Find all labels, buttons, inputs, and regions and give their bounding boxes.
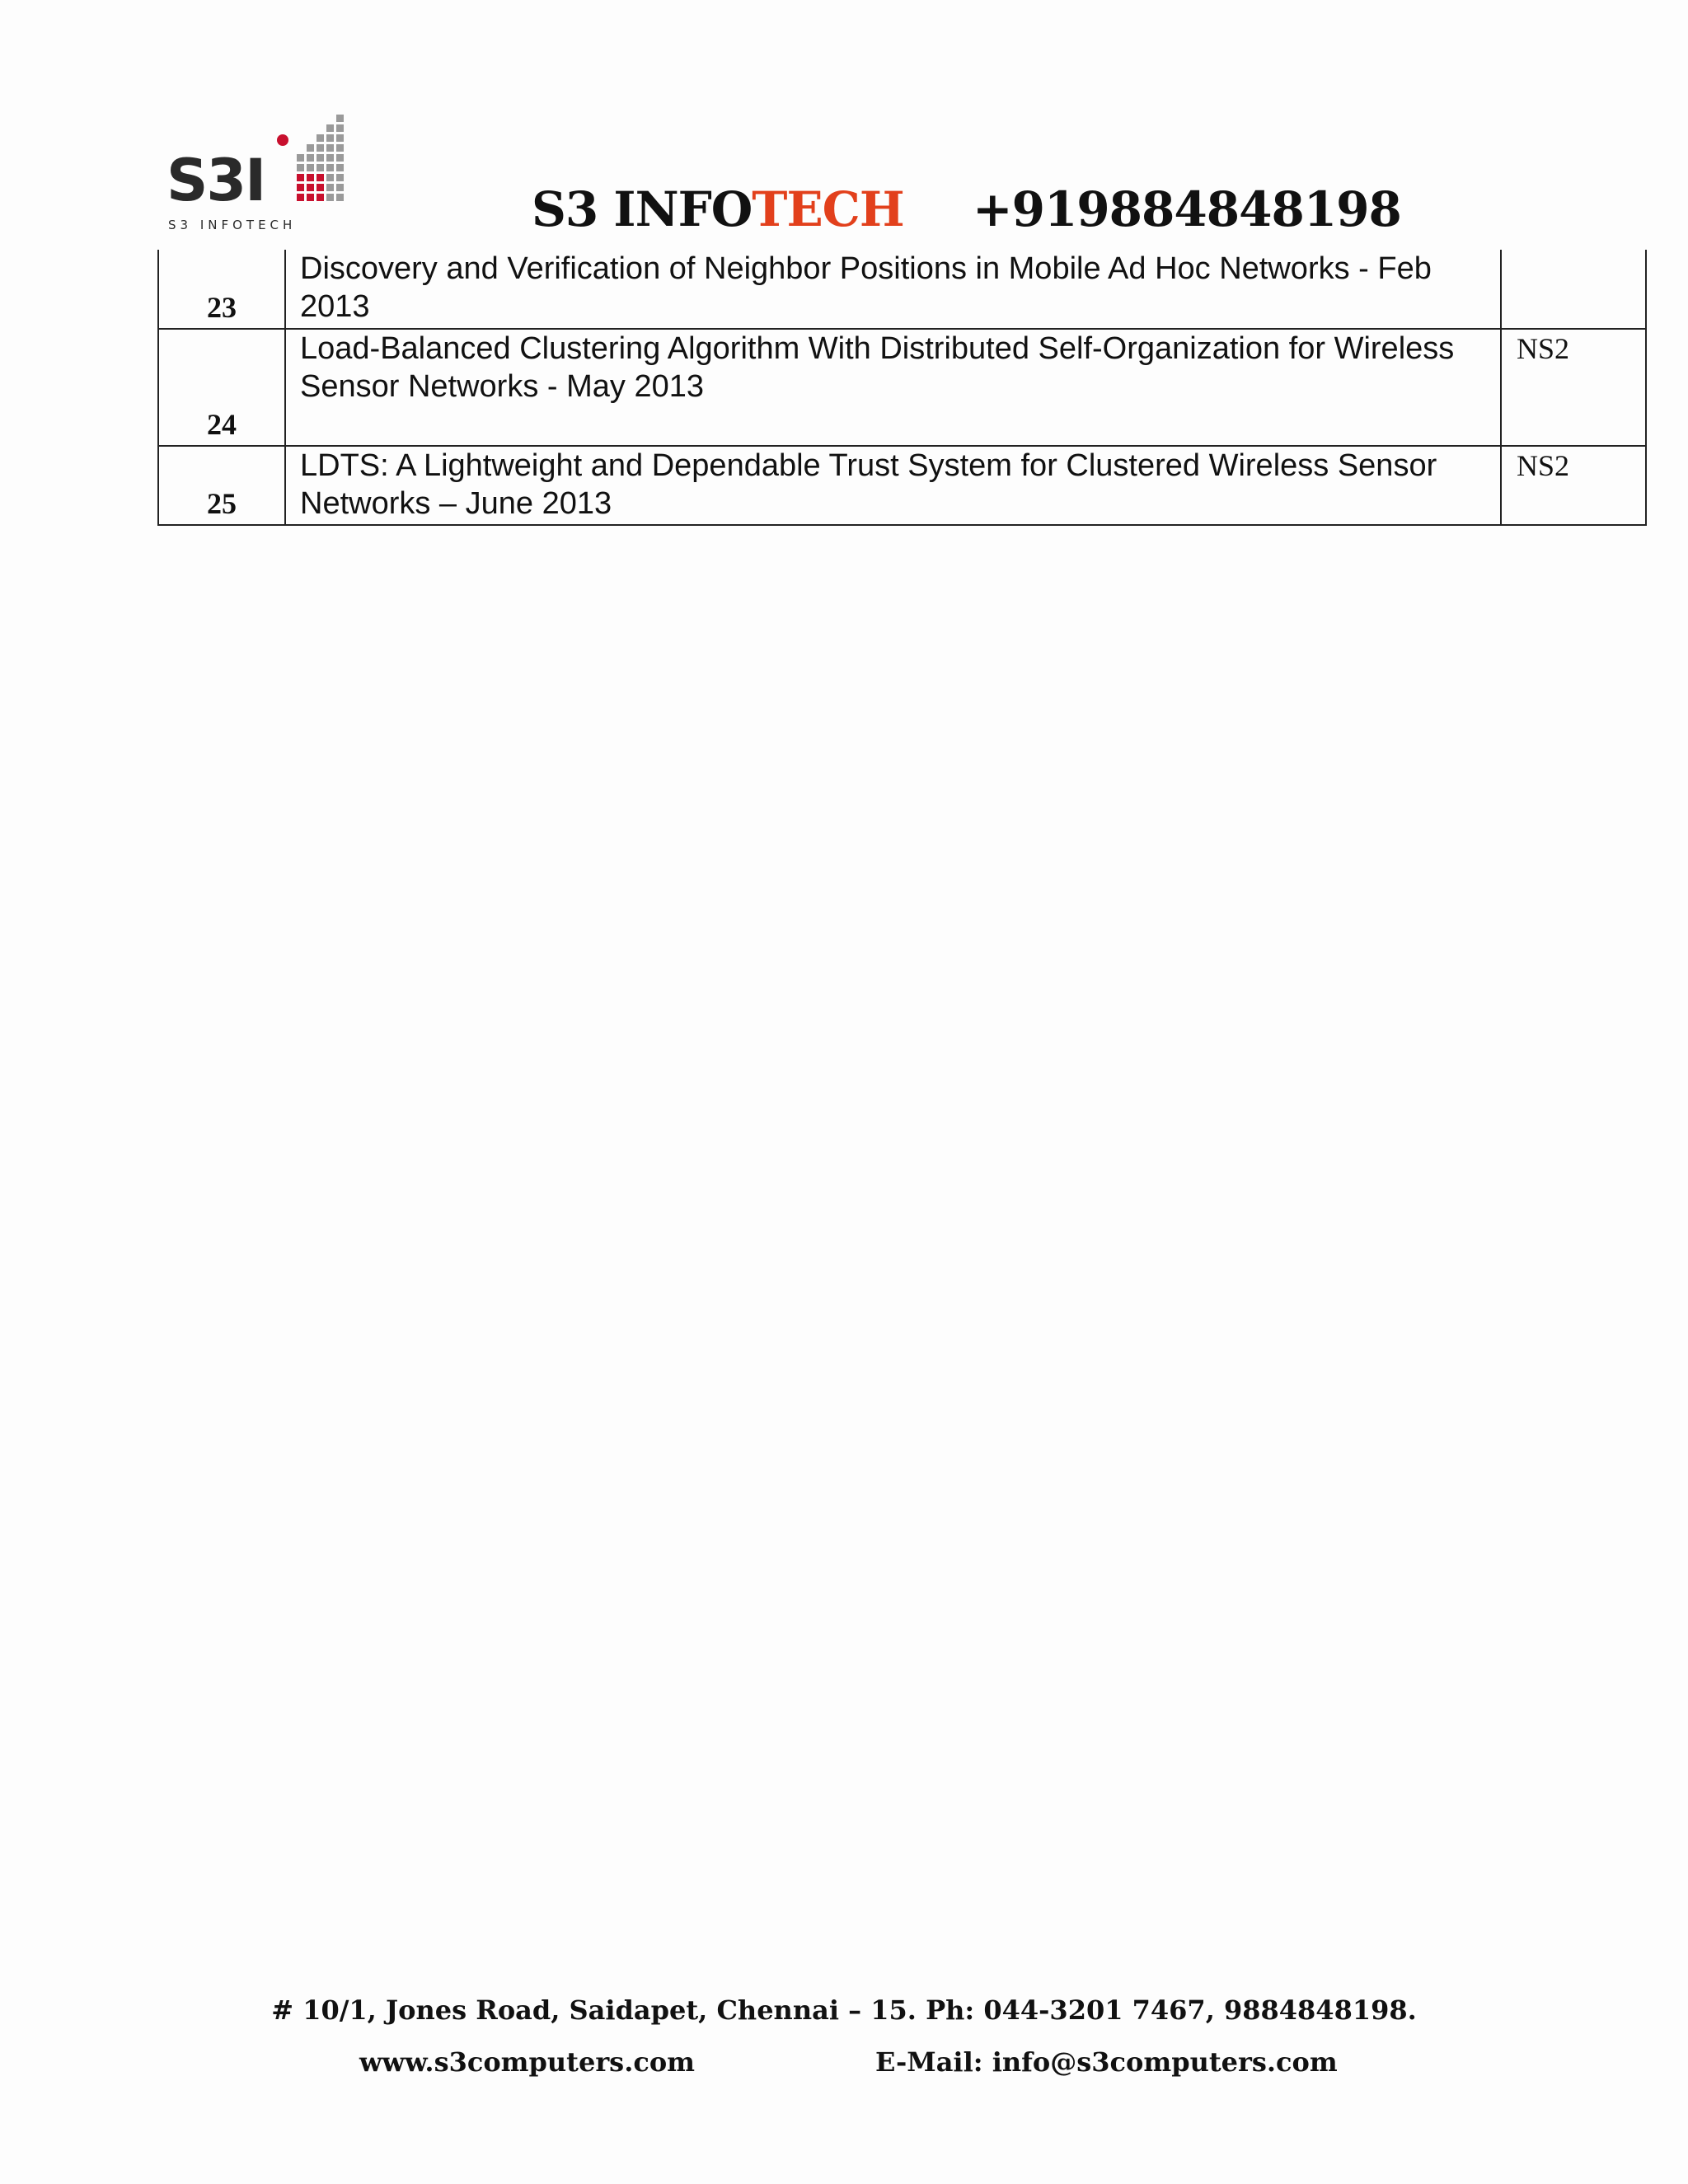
project-title: LDTS: A Lightweight and Dependable Trust System for Clustered Wireless Sensor Networks – June 2013 xyxy=(285,446,1501,525)
table-row xyxy=(158,446,1646,525)
project-title: Load-Balanced Clustering Algorithm With Distributed Self-Organization for Wireless Sensor Networks - May 2013 xyxy=(285,329,1501,446)
row-number: 24 xyxy=(158,329,285,446)
footer-address: # 10/1, Jones Road, Saidapet, Chennai – 15. Ph: 044-3201 7467, 9884848198. xyxy=(271,1994,1417,2026)
footer-website: www.s3computers.com xyxy=(359,2046,696,2078)
company-title xyxy=(532,181,904,237)
project-title: Discovery and Verification of Neighbor Positions in Mobile Ad Hoc Networks - Feb 2013 xyxy=(285,250,1501,329)
company-title-part1: S3 INFO xyxy=(532,181,753,237)
project-tool: NS2 xyxy=(1501,446,1646,525)
header-phone: +919884848198 xyxy=(973,181,1401,237)
table-row xyxy=(158,250,1646,329)
projects-table xyxy=(157,250,1647,526)
table-row xyxy=(158,329,1646,446)
footer-email: E-Mail: info@s3computers.com xyxy=(875,2046,1338,2078)
row-number: 23 xyxy=(158,250,285,329)
row-number: 25 xyxy=(158,446,285,525)
svg-text:S3I: S3I xyxy=(166,147,265,214)
project-tool xyxy=(1501,250,1646,329)
company-title-part2: TECH xyxy=(752,181,904,237)
project-tool: NS2 xyxy=(1501,329,1646,446)
company-logo xyxy=(165,95,371,235)
svg-text:S3 INFOTECH: S3 INFOTECH xyxy=(168,218,297,232)
